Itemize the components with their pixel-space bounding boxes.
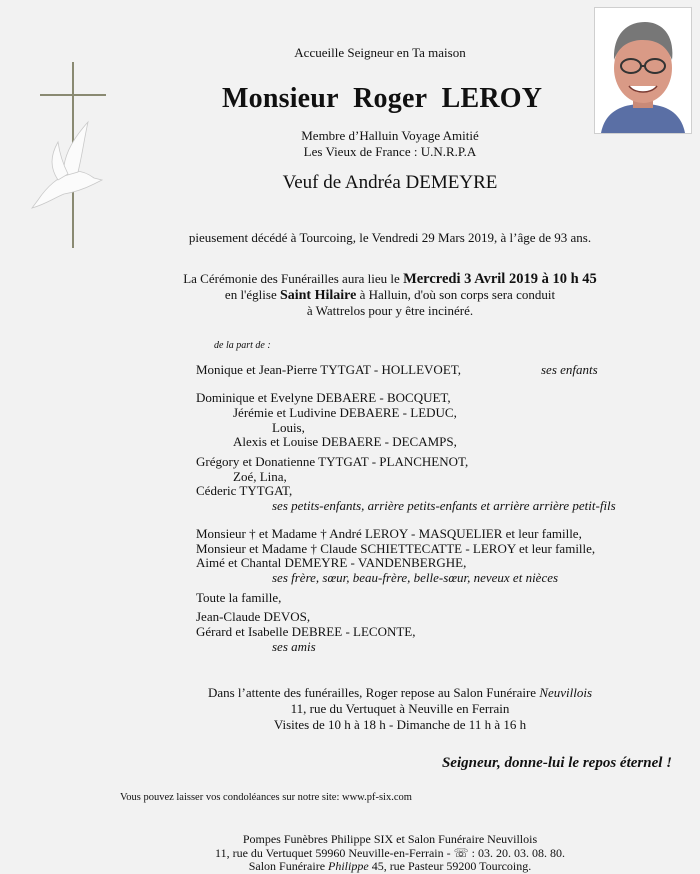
family-member-line: Louis, (272, 420, 305, 435)
opening-verse: Accueille Seigneur en Ta maison (294, 45, 466, 60)
church-name: Saint Hilaire (279, 288, 357, 303)
children-line: Monique et Jean-Pierre TYTGAT - HOLLEVOET, (196, 362, 461, 377)
condolences-note: Vous pouvez laisser vos condoléances sur notre site: www.pf-six.com (120, 792, 412, 803)
family-member-line: Aimé et Chantal DEMEYRE - VANDENBERGHE, (196, 555, 467, 570)
visit-line-2: 11, rue du Vertuquet à Neuville en Ferrain (290, 701, 510, 716)
family-member-line: Dominique et Evelyne DEBAERE - BOCQUET, (196, 390, 451, 405)
friend-line: Jean-Claude DEVOS, (196, 609, 311, 624)
family-member-line: Jérémie et Ludivine DEBAERE - LEDUC, (233, 405, 457, 420)
family-member-line: Monsieur et Madame † Claude SCHIETTECATTE - LEROY et leur famille, (196, 541, 596, 556)
ceremony-intro: La Cérémonie des Funérailles aura lieu le (183, 271, 400, 286)
membership-line-2: Les Vieux de France : U.N.R.P.A (303, 144, 477, 159)
ceremony-line-3: à Wattrelos pour y être incinéré. (306, 303, 474, 318)
membership-line-1: Membre d’Halluin Voyage Amitié (301, 128, 479, 143)
all-family-line: Toute la famille, (196, 590, 282, 605)
family-member-line: Alexis et Louise DEBAERE - DECAMPS, (233, 434, 457, 449)
family-intro: de la part de : (214, 340, 271, 351)
cross-with-dove-illustration (28, 60, 118, 250)
footer-salon-name: Philippe (328, 859, 369, 873)
closing-prayer: Seigneur, donne-lui le repos éternel ! (441, 755, 672, 771)
visit-line-3: Visites de 10 h à 18 h - Dimanche de 11 h à 16 h (273, 717, 527, 732)
visit-intro: Dans l’attente des funérailles, Roger repose au Salon Funéraire (207, 685, 537, 700)
visit-place: Neuvillois (539, 685, 593, 700)
grandchildren-role: ses petits-enfants, arrière petits-enfants et arrière arrière petit-fils (272, 498, 616, 513)
footer-line-3 (150, 859, 630, 874)
ceremony-line-1 (140, 271, 640, 288)
church-intro: en l'église (224, 287, 277, 302)
ceremony-date: Mercredi 3 Avril 2019 à 10 h 45 (403, 271, 597, 287)
first-name: Roger (353, 83, 428, 114)
portrait-photo (594, 7, 692, 134)
footer-salon-address: 45, rue Pasteur 59200 Tourcoing. (371, 859, 532, 873)
footer-line-2: 11, rue du Vertuquet 59960 Neuville-en-Ferrain - ☏ : 03. 20. 03. 08. 80. (215, 846, 565, 860)
family-member-line: Céderic TYTGAT, (196, 483, 293, 498)
family-member-line: Grégory et Donatienne TYTGAT - PLANCHENOT, (196, 454, 469, 469)
family-member-line: Zoé, Lina, (233, 469, 287, 484)
children-role: ses enfants (541, 362, 598, 377)
friend-line: Gérard et Isabelle DEBREE - LECONTE, (196, 624, 416, 639)
deceased-name (222, 83, 542, 115)
ceremony-line-2 (140, 287, 640, 304)
visit-line-1 (140, 685, 660, 701)
church-suffix: à Halluin, d'où son corps sera conduit (359, 287, 556, 302)
last-name: LEROY (441, 83, 543, 114)
family-member-line: Monsieur † et Madame † André LEROY - MASQUELIER et leur famille, (196, 526, 582, 541)
friends-role: ses amis (272, 639, 316, 654)
footer-salon-label: Salon Funéraire (248, 859, 326, 873)
dove-icon (32, 122, 102, 208)
footer-line-1: Pompes Funèbres Philippe SIX et Salon Funéraire Neuvillois (242, 832, 538, 846)
death-notice: pieusement décédé à Tourcoing, le Vendredi 29 Mars 2019, à l’âge de 93 ans. (188, 230, 592, 245)
widow-of-line: Veuf de Andréa DEMEYRE (282, 172, 498, 193)
name-prefix: Monsieur (222, 83, 339, 114)
siblings-role: ses frère, sœur, beau-frère, belle-sœur, neveux et nièces (272, 570, 559, 585)
